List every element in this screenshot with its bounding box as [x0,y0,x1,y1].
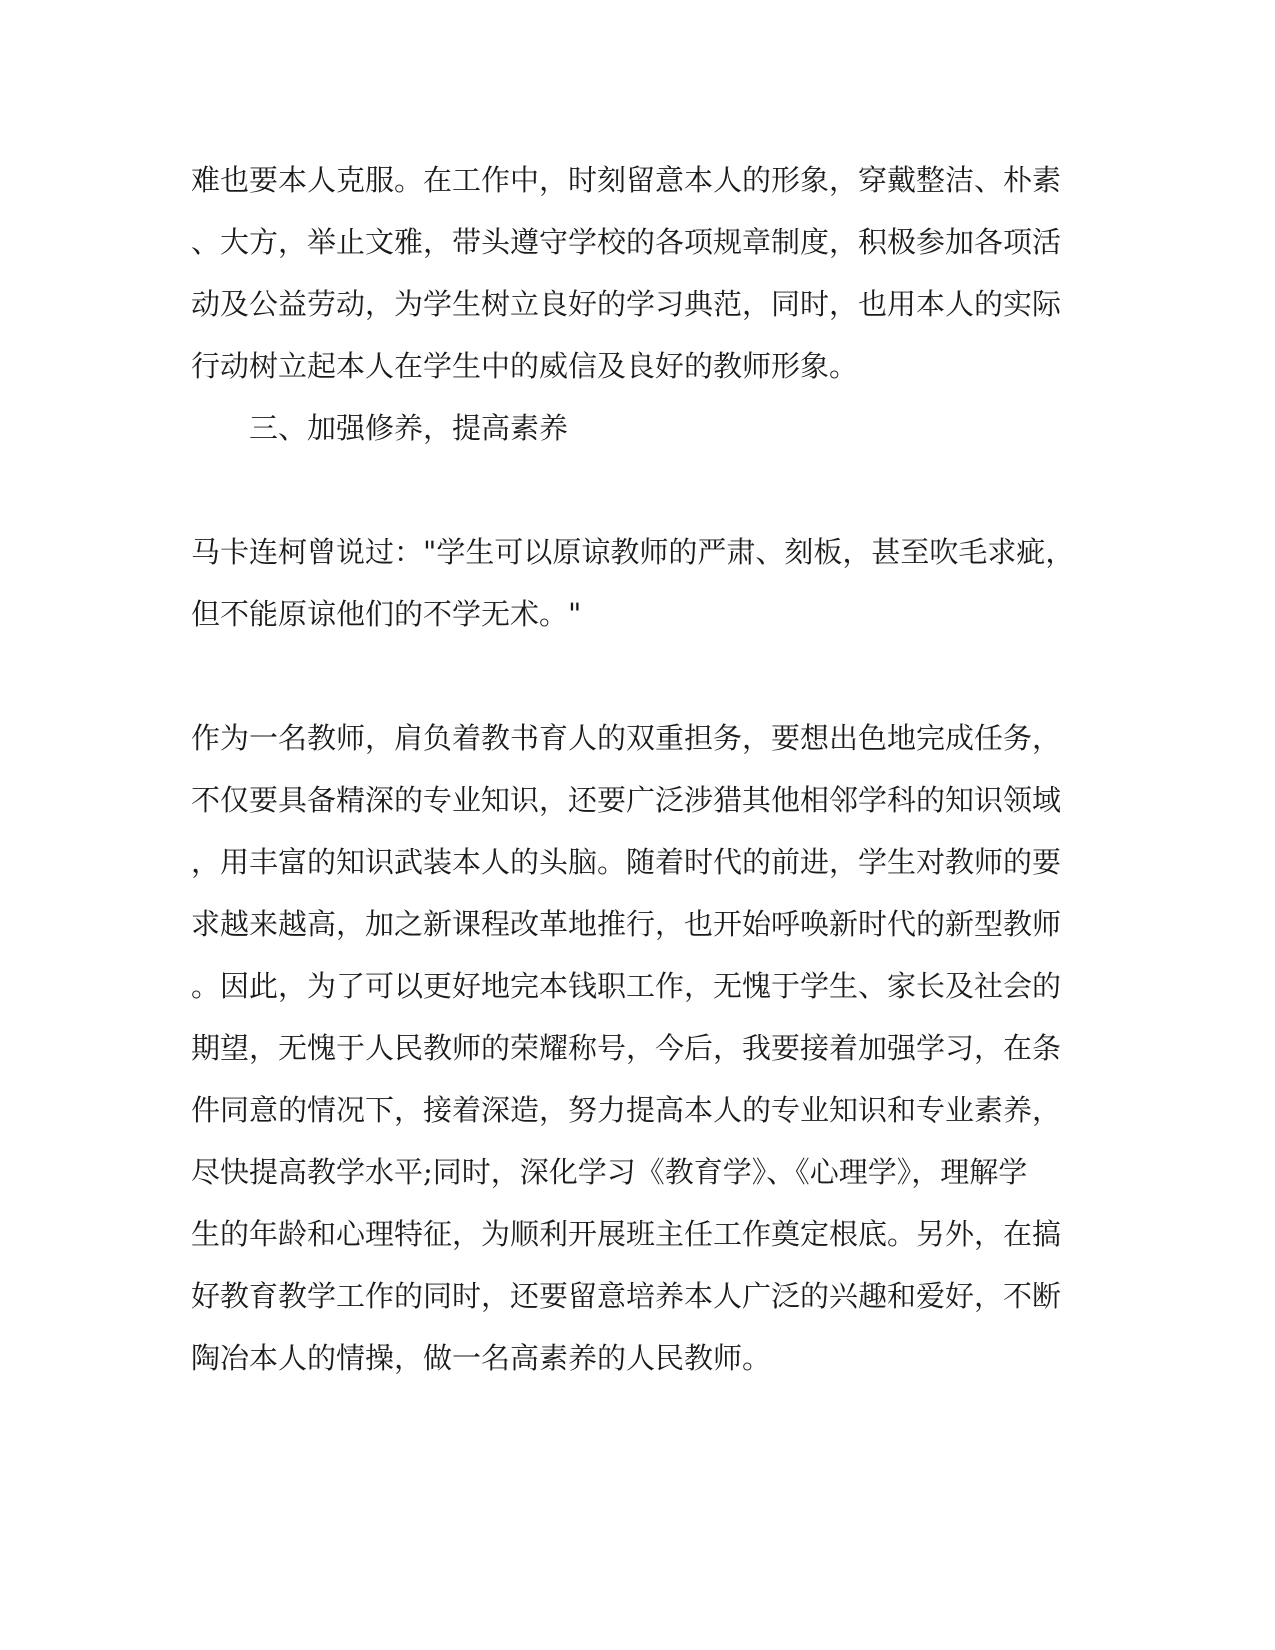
paragraph-1-line: 、大方，举止文雅，带头遵守学校的各项规章制度，积极参加各项活 [191,225,1062,259]
paragraph-3-line: 期望，无愧于人民教师的荣耀称号，今后，我要接着加强学习，在条 [191,1031,1062,1065]
section-heading: 三、加强修养，提高素养 [249,411,569,445]
paragraph-3-line: 不仅要具备精深的专业知识，还要广泛涉猎其他相邻学科的知识领域 [191,783,1062,817]
paragraph-3-line: ，用丰富的知识武装本人的头脑。随着时代的前进，学生对教师的要 [191,845,1062,879]
paragraph-3-line: 尽快提高教学水平;同时，深化学习《教育学》、《心理学》，理解学 [191,1155,1028,1189]
paragraph-2-line: 但不能原谅他们的不学无术。" [191,597,582,631]
paragraph-3-line: 。因此，为了可以更好地完本钱职工作，无愧于学生、家长及社会的 [191,969,1062,1003]
paragraph-2-line: 马卡连柯曾说过："学生可以原谅教师的严肃、刻板，甚至吹毛求疵， [191,535,1075,569]
paragraph-3-line: 件同意的情况下，接着深造，努力提高本人的专业知识和专业素养， [191,1093,1062,1127]
paragraph-1-line: 行动树立起本人在学生中的威信及良好的教师形象。 [191,349,859,383]
paragraph-3-line: 生的年龄和心理特征，为顺利开展班主任工作奠定根底。另外，在搞 [191,1217,1062,1251]
paragraph-1-line: 动及公益劳动，为学生树立良好的学习典范，同时，也用本人的实际 [191,287,1062,321]
paragraph-3-line: 陶冶本人的情操，做一名高素养的人民教师。 [191,1341,772,1375]
paragraph-3-line: 作为一名教师，肩负着教书育人的双重担务，要想出色地完成任务， [191,721,1062,755]
paragraph-3-line: 好教育教学工作的同时，还要留意培养本人广泛的兴趣和爱好，不断 [191,1279,1062,1313]
paragraph-3-line: 求越来越高，加之新课程改革地推行，也开始呼唤新时代的新型教师 [191,907,1062,941]
paragraph-1-line: 难也要本人克服。在工作中，时刻留意本人的形象，穿戴整洁、朴素 [191,163,1062,197]
